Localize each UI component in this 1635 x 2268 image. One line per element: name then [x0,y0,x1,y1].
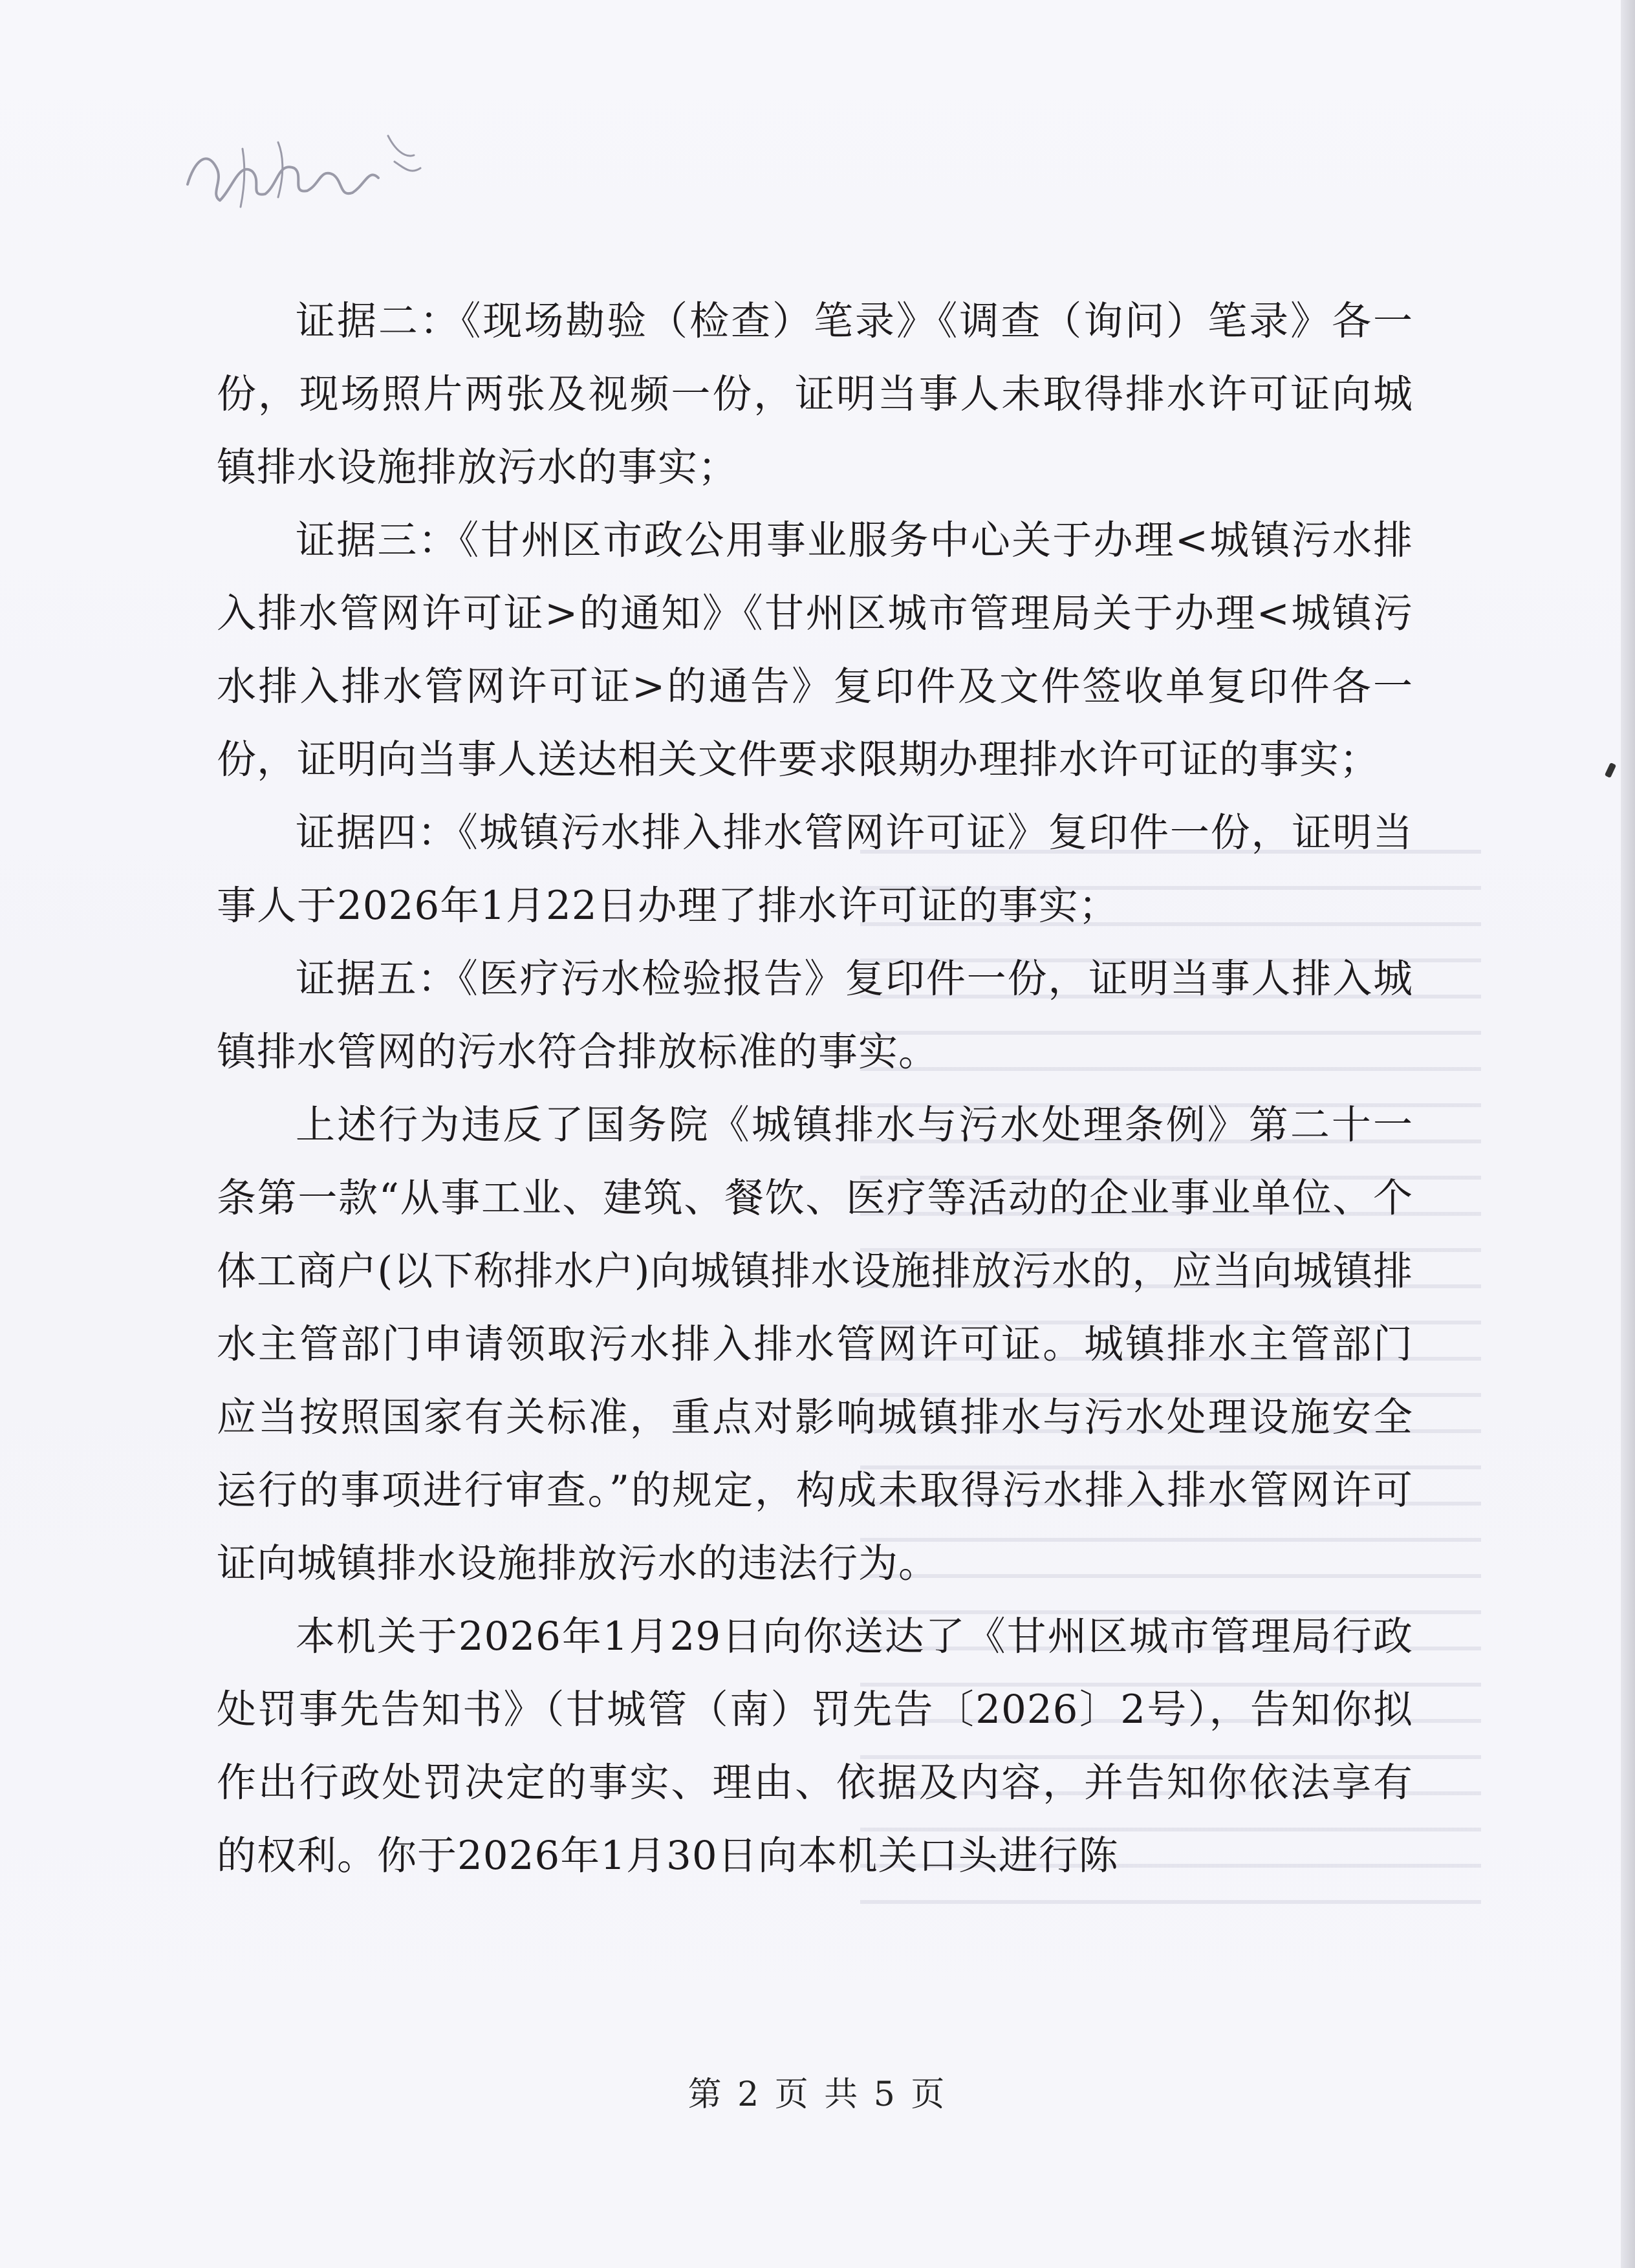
paragraph-evidence-3: 证据三：《甘州区市政公用事业服务中心关于办理<城镇污水排入排水管网许可证>的通知》《甘州区城市管理局关于办理<城镇污水排入排水管网许可证>的通告》复印件及文件签收单复印件各一份，证明向当事人送达相关文件要求限期办理排水许可证的事实； [217,517,1413,783]
scan-edge [1621,0,1635,2268]
body-text [217,285,1413,1892]
paragraph-evidence-2: 证据二：《现场勘验（检查）笔录》《调查（询问）笔录》各一份，现场照片两张及视频一份，证明当事人未取得排水许可证向城镇排水设施排放污水的事实； [217,298,1413,490]
paragraph-notice: 本机关于2026年1月29日向你送达了《甘州区城市管理局行政处罚事先告知书》（甘城管（南）罚先告〔2026〕2号），告知你拟作出行政处罚决定的事实、理由、依据及内容，并告知你依法享有的权利。你于2026年1月30日向本机关口头进行陈 [217,1614,1413,1879]
page-number: 第 2 页 共 5 页 [688,2075,947,2114]
paragraph-violation: 上述行为违反了国务院《城镇排水与污水处理条例》第二十一条第一款“从事工业、建筑、餐饮、医疗等活动的企业事业单位、个体工商户(以下称排水户)向城镇排水设施排放污水的，应当向城镇排水主管部门申请领取污水排入排水管网许可证。城镇排水主管部门应当按照国家有关标准，重点对影响城镇排水与污水处理设施安全运行的事项进行审查。”的规定，构成未取得污水排入排水管网许可证向城镇排水设施排放污水的违法行为。 [217,1102,1413,1586]
scan-speck [1605,762,1616,778]
pencil-signature [181,123,427,220]
paragraph-evidence-4: 证据四：《城镇污水排入排水管网许可证》复印件一份，证明当事人于2026年1月22日办理了排水许可证的事实； [217,810,1413,929]
paragraph-evidence-5: 证据五：《医疗污水检验报告》复印件一份，证明当事人排入城镇排水管网的污水符合排放标准的事实。 [217,956,1413,1075]
